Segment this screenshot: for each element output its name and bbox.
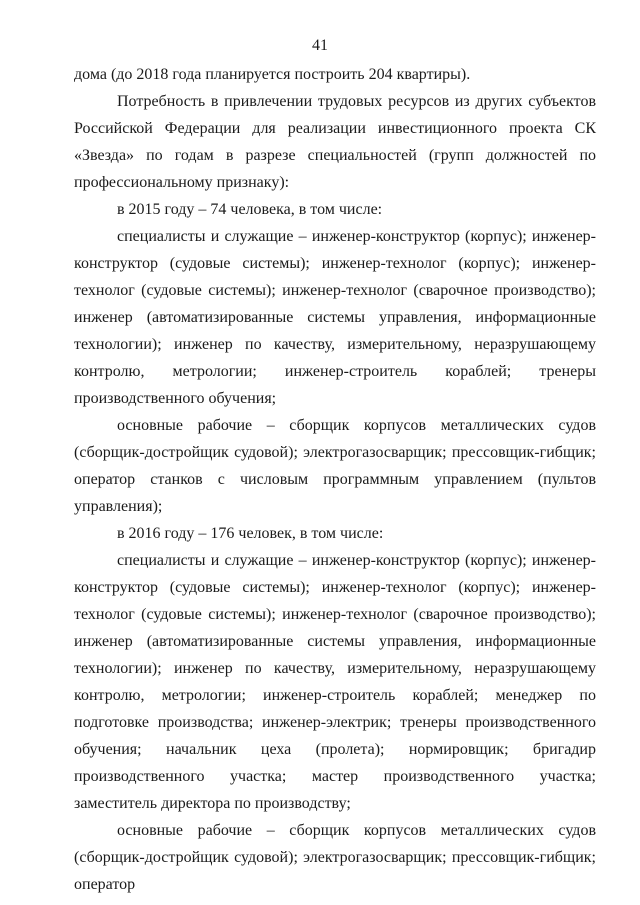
paragraph-2016-specialists: специалисты и служащие – инженер-конструктор (корпус); инженер-конструктор (судовые системы); инженер-технолог (корпус); инженер-технолог (судовые системы); инженер-технолог (сварочное производство); инженер (автоматизированные системы управления, информационные технологии); инженер по качеству, измерительному, неразрушающему контролю, метрологии; инженер-строитель кораблей; менеджер по подготовке производства; инженер-электрик; тренеры производственного обучения; начальник цеха (пролета); нормировщик; бригадир производственного участка; мастер производственного участка; заместитель директора по производству; — [74, 552, 596, 812]
paragraph-year-2015-heading: в 2015 году – 74 человека, в том числе: — [117, 201, 383, 218]
page-number: 41 — [312, 37, 328, 54]
paragraph-2016-workers: основные рабочие – сборщик корпусов металлических судов (сборщик-достройщик судовой); электрогазосварщик; прессовщик-гибщик; оператор — [74, 822, 596, 893]
paragraph-2015-specialists: специалисты и служащие – инженер-конструктор (корпус); инженер-конструктор (судовые системы); инженер-технолог (корпус); инженер-технолог (судовые системы); инженер-технолог (сварочное производство); инженер (автоматизированные системы управления, информационные технологии); инженер по качеству, измерительному, неразрушающему контролю, метрологии; инженер-строитель кораблей; тренеры производственного обучения; — [74, 228, 596, 407]
document-body — [74, 61, 596, 898]
paragraph-year-2016-heading: в 2016 году – 176 человек, в том числе: — [117, 525, 384, 542]
paragraph-housing-continuation: дома (до 2018 года планируется построить 204 квартиры). — [74, 66, 471, 83]
paragraph-2015-workers: основные рабочие – сборщик корпусов металлических судов (сборщик-достройщик судовой); электрогазосварщик; прессовщик-гибщик; оператор станков с числовым программным управлением (пультов управления); — [74, 417, 596, 515]
paragraph-labor-demand-intro: Потребность в привлечении трудовых ресурсов из других субъектов Российской Федерации для реализации инвестиционного проекта СК «Звезда» по годам в разрезе специальностей (групп должностей по профессиональному признаку): — [74, 93, 596, 191]
